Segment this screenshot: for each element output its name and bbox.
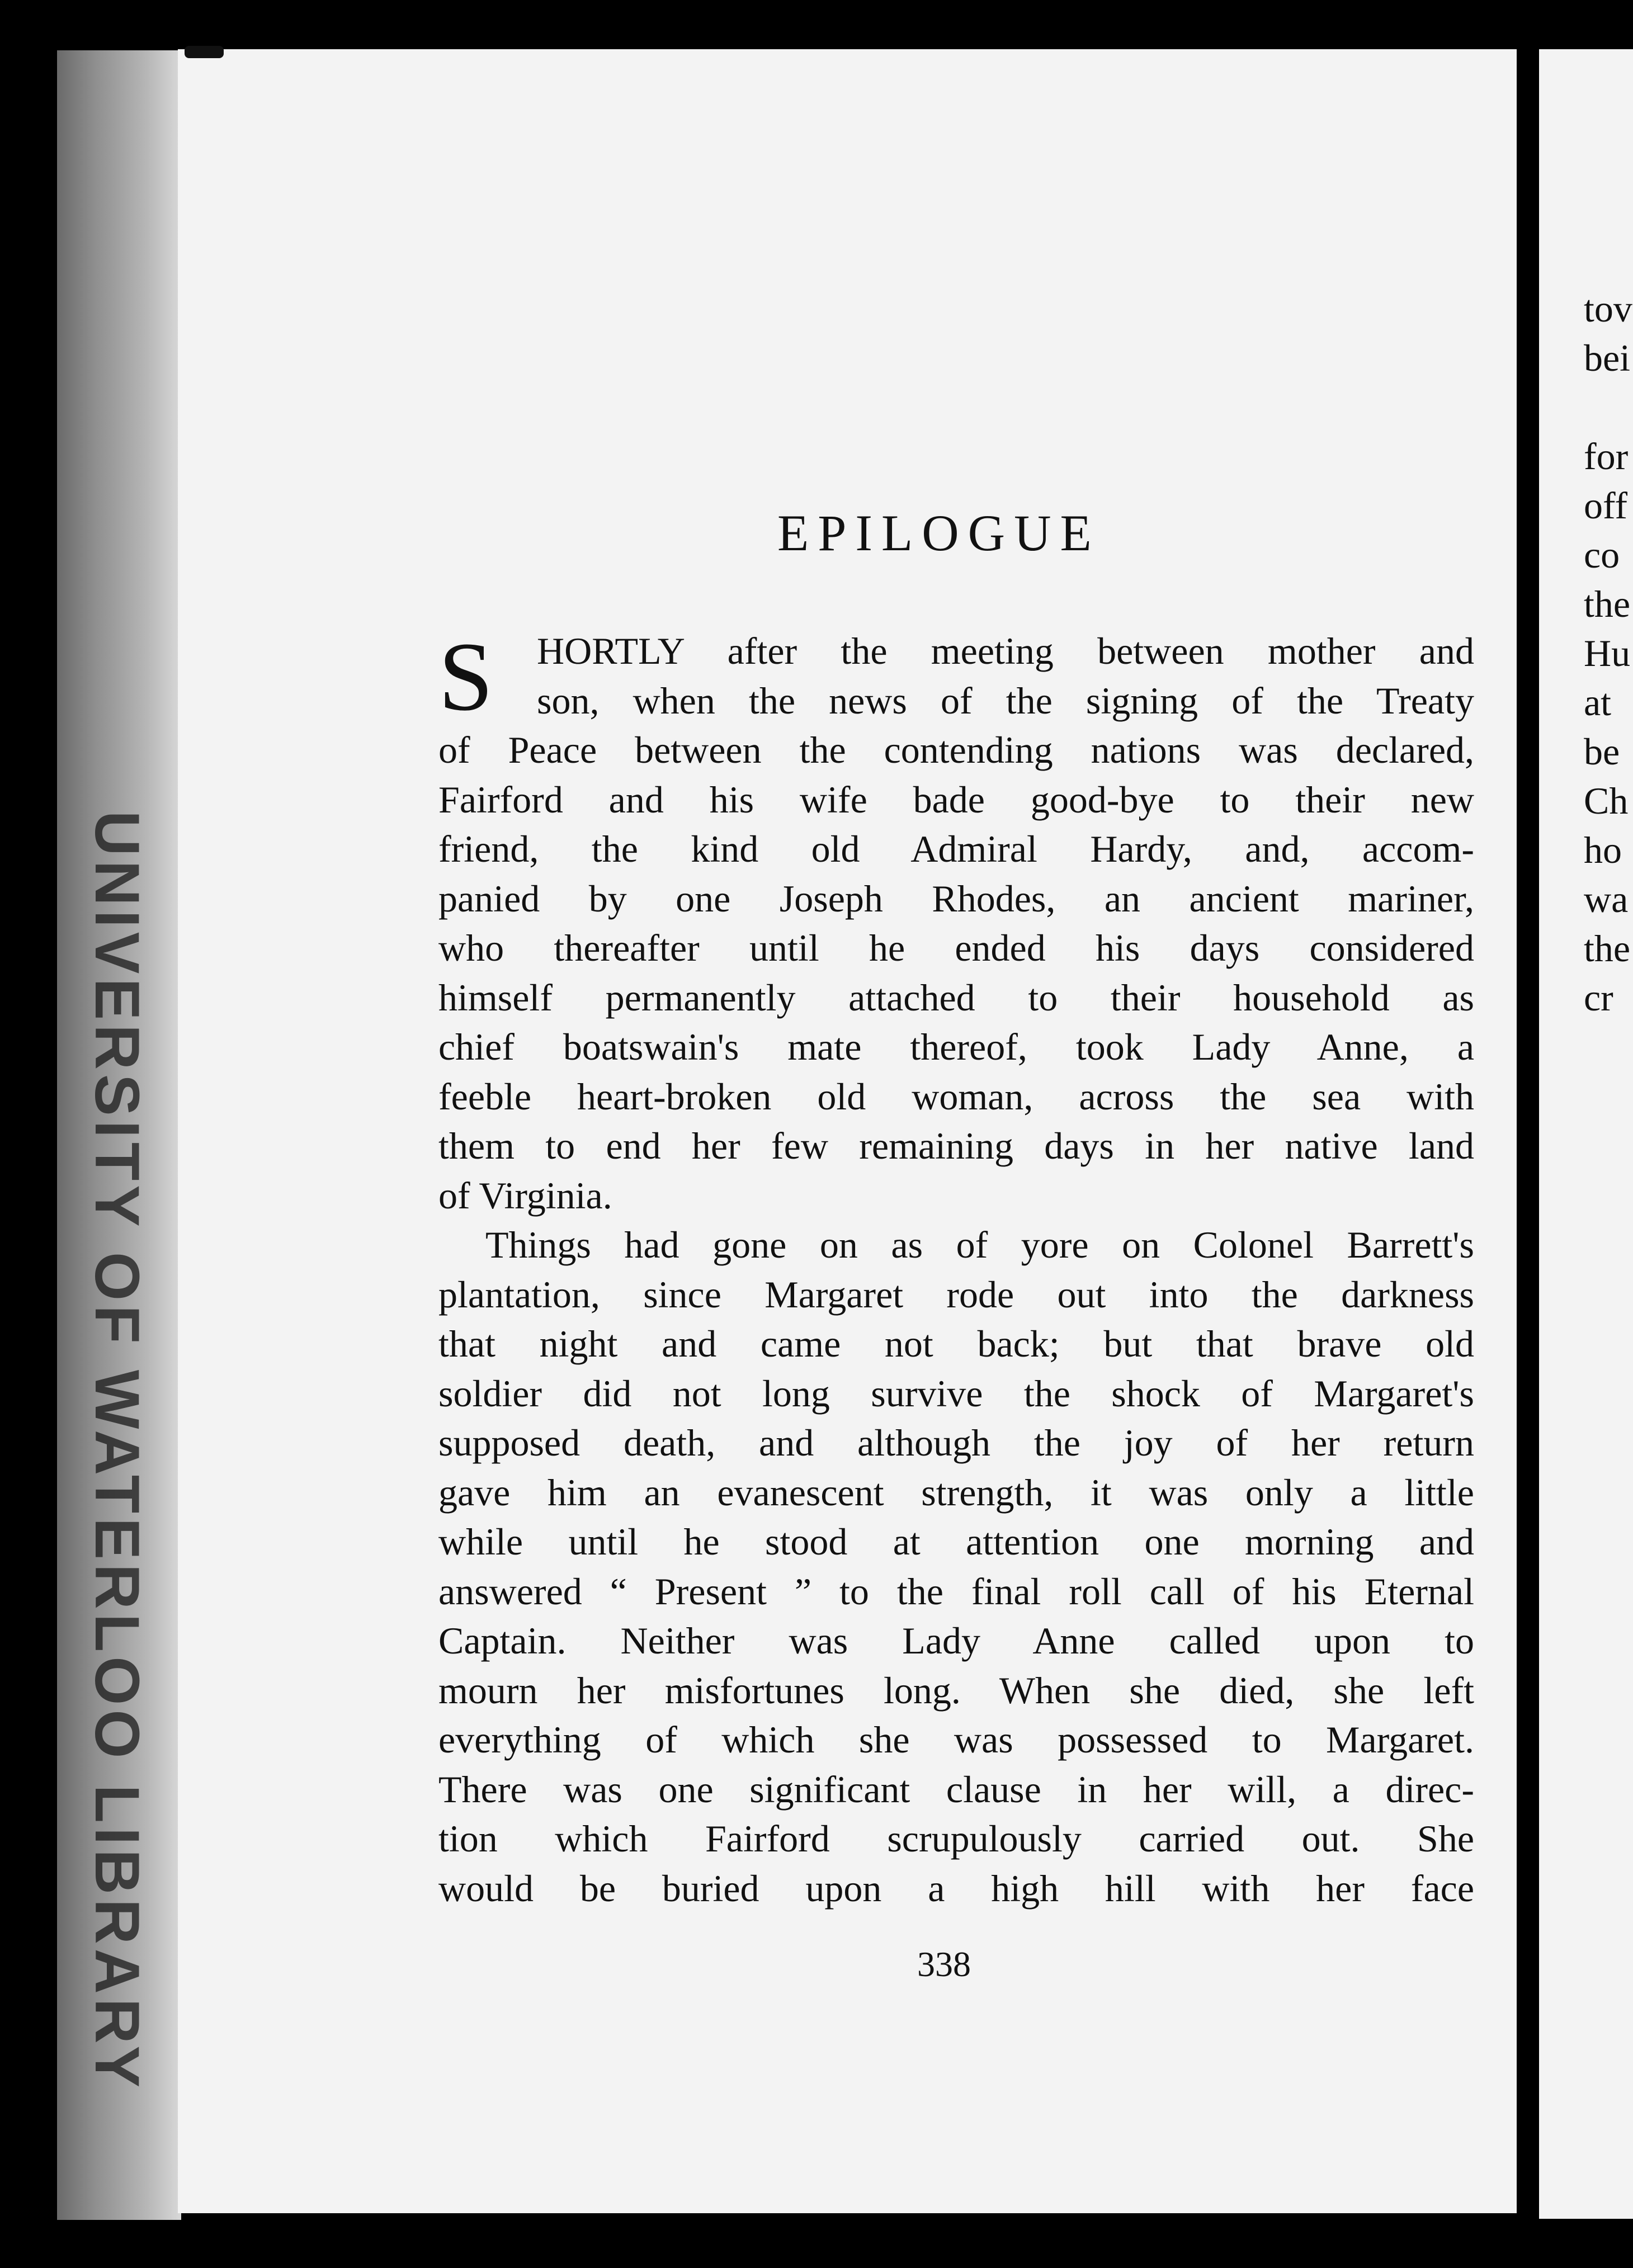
text-line: supposed death, and although the joy of her return	[438, 1421, 1474, 1464]
facing-text-fragment: Hu	[1584, 632, 1631, 674]
facing-text-fragment: the	[1584, 583, 1631, 625]
paragraph-1	[438, 622, 1474, 1220]
text-line: Fairford and his wife bade good-bye to their new	[438, 778, 1474, 821]
text-line: soldier did not long survive the shock of Margaret's	[438, 1372, 1474, 1415]
text-line: HORTLY after the meeting between mother and	[537, 630, 1474, 672]
facing-text-fragment: at	[1584, 681, 1612, 724]
facing-text-fragment: the	[1584, 927, 1631, 970]
text-line: plantation, since Margaret rode out into the darkness	[438, 1273, 1474, 1316]
facing-text-fragment: ho	[1584, 829, 1622, 871]
text-line: son, when the news of the signing of the Treaty	[537, 679, 1474, 722]
text-line: answered “ Present ” to the final roll call of his Eternal	[438, 1570, 1474, 1613]
chapter-title: EPILOGUE	[777, 504, 1101, 561]
text-line: everything of which she was possessed to Margaret.	[438, 1718, 1474, 1761]
paragraph-2	[438, 1220, 1474, 1913]
facing-text-fragment: tov	[1584, 287, 1632, 330]
text-line: gave him an evanescent strength, it was only a little	[438, 1471, 1474, 1514]
text-line: that night and came not back; but that brave old	[438, 1322, 1474, 1365]
library-stamp	[84, 800, 151, 2102]
drop-cap: S	[438, 622, 493, 731]
text-line: There was one significant clause in her will, a direc-	[438, 1768, 1474, 1811]
text-line: Things had gone on as of yore on Colonel Barrett's	[485, 1223, 1474, 1266]
text-line: of Peace between the contending nations was declared,	[438, 729, 1474, 771]
text-line: while until he stood at attention one morning and	[438, 1520, 1474, 1563]
facing-text-fragment: co	[1584, 533, 1620, 576]
text-line: panied by one Joseph Rhodes, an ancient mariner,	[438, 877, 1474, 920]
body-text	[438, 622, 1474, 1913]
facing-text-fragment: be	[1584, 730, 1620, 773]
library-stamp-text: UNIVERSITY OF WATERLOO LIBRARY	[82, 810, 153, 2092]
text-line: friend, the kind old Admiral Hardy, and, accom-	[438, 828, 1474, 870]
facing-text-fragment: cr	[1584, 976, 1613, 1019]
facing-text-fragment: Ch	[1584, 779, 1629, 822]
facing-page	[1539, 49, 1633, 2219]
corner-mark	[185, 46, 224, 58]
text-line: Captain. Neither was Lady Anne called upon to	[438, 1619, 1474, 1662]
facing-text-fragment: bei	[1584, 337, 1631, 379]
text-line: mourn her misfortunes long. When she died, she left	[438, 1669, 1474, 1712]
text-line: would be buried upon a high hill with her face	[438, 1867, 1474, 1910]
text-line: them to end her few remaining days in her native land	[438, 1124, 1474, 1167]
text-line: who thereafter until he ended his days considered	[438, 927, 1474, 969]
page-number: 338	[917, 1944, 971, 1984]
facing-text-fragment: wa	[1584, 878, 1629, 920]
facing-text-fragment: off	[1584, 484, 1628, 527]
text-line: feeble heart-broken old woman, across the sea with	[438, 1075, 1474, 1118]
page-divider	[1517, 49, 1531, 2219]
text-line: chief boatswain's mate thereof, took Lady Anne, a	[438, 1026, 1474, 1068]
text-line: tion which Fairford scrupulously carried out. She	[438, 1817, 1474, 1860]
text-line: of Virginia.	[438, 1174, 612, 1217]
facing-text-fragment: for	[1584, 435, 1629, 478]
text-line: himself permanently attached to their household as	[438, 976, 1474, 1019]
